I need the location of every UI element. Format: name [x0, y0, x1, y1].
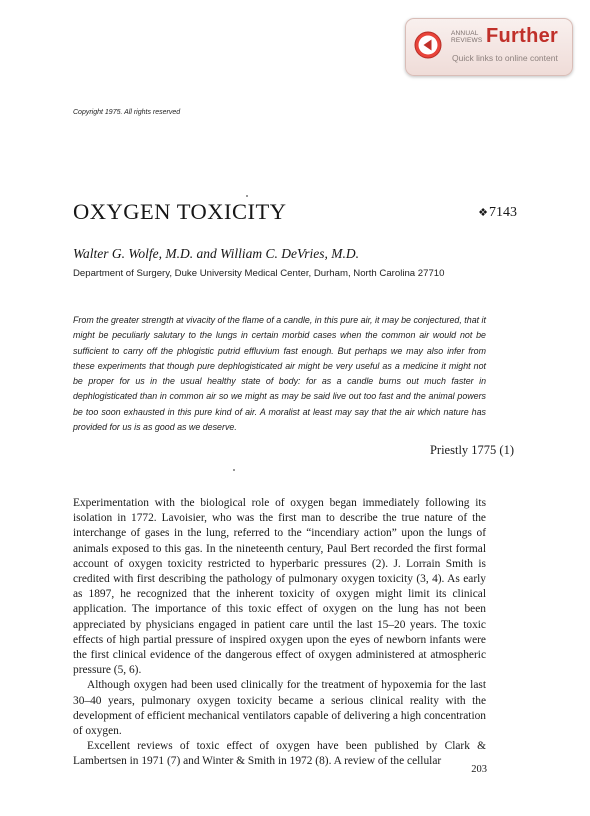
diamond-icon: ❖: [478, 207, 488, 219]
epigraph-quote: From the greater strength at vivacity of the flame of a candle, in this pure air, it may be conjectured, that it might be peculiarly salutary to the lungs in certain morbid cases when the common air would not be sufficient to carry off the phlogistic putrid effluvium fast enough. But perhaps we may also infer from these experiments that though pure dephlogisticated air might be very useful as a medicine it might not be proper for us in the usual healthy state of body: for as a candle burns out much faster in dephlogisticated than in common air so we might as may be said live out too fast and the animal powers be too soon exhausted in this pure kind of air. A moralist at least may say that the air which nature has provided for us is as good as we deserve.: [73, 315, 486, 433]
body-text: [73, 496, 486, 770]
body-paragraph: Although oxygen had been used clinically for the treatment of hypoxemia for the last 30–40 years, pulmonary oxygen toxicity became a serious clinical reality with the development of efficient mechanical ventilators capable of delivering a high concentration of oxygen.: [73, 679, 486, 738]
further-label: Further: [486, 25, 559, 47]
body-paragraph: Excellent reviews of toxic effect of oxygen have been published by Clark & Lambertsen in 1971 (7) and Winter & Smith in 1972 (8). A review of the cellular: [73, 740, 486, 768]
brand-line-annual: ANNUAL: [451, 30, 479, 37]
article-number: [478, 205, 517, 221]
brand-line-reviews: REVIEWS: [451, 37, 483, 44]
epigraph-attribution: Priestly 1775 (1): [429, 443, 514, 457]
scan-speck: [246, 195, 248, 197]
play-arrow-icon: [414, 31, 442, 59]
annual-reviews-logo-text: [451, 30, 483, 44]
scan-speck: [233, 469, 235, 471]
affiliation: Department of Surgery, Duke University Medical Center, Durham, North Carolina 27710: [73, 268, 445, 279]
further-subtitle: Quick links to online content: [452, 53, 558, 63]
article-title: OXYGEN TOXICITY: [73, 199, 287, 224]
further-links-badge[interactable]: [405, 18, 573, 76]
copyright-notice: Copyright 1975. All rights reserved: [73, 109, 181, 116]
article-number-value: 7143: [489, 205, 517, 220]
authors: Walter G. Wolfe, M.D. and William C. DeVries, M.D.: [73, 246, 359, 261]
body-paragraph: Experimentation with the biological role of oxygen began immediately following its isolation in 1772. Lavoisier, who was the first man to describe the true nature of the interchange of gases in the lung, referred to the “incendiary action” upon the lungs of animals exposed to this gas. In the nineteenth century, Paul Bert recorded the first formal account of oxygen toxicity restricted to hyperbaric pressures (2). J. Lorrain Smith is credited with first describing the pathology of pulmonary oxygen toxicity (3, 4). As early as 1897, he recognized that the inherent toxicity of oxygen might limit its clinical application. The importance of this toxic effect of oxygen on the lung has not been appreciated by physicians engaged in patient care until the last 15–20 years. The toxic effects of high partial pressure of inspired oxygen upon the eyes of newborn infants were the first clinical evidence of the dangerous effect of oxygen administered at atmospheric pressure (5, 6).: [73, 497, 486, 677]
page-number: 203: [471, 764, 487, 775]
